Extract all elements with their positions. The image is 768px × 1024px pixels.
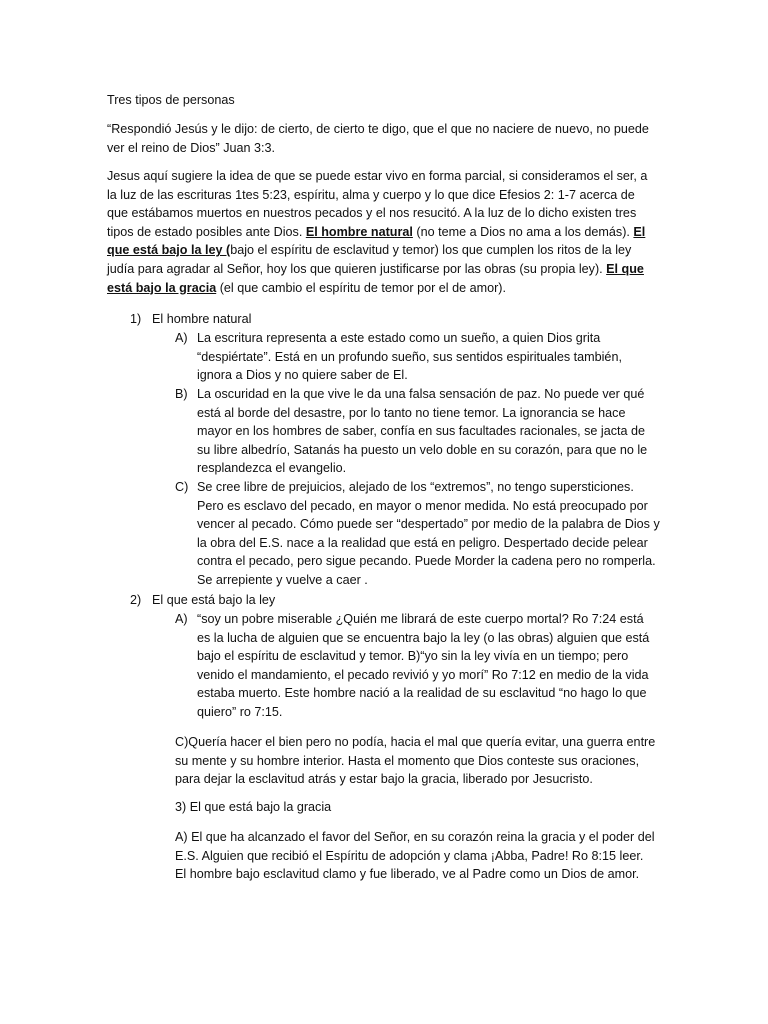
item-text: Se cree libre de prejuicios, alejado de los “extremos”, no tengo supersticiones. Pero es esclavo del pecado, en mayor o menor medida. No está preocupado por vencer al pecado. Cómo puede ser “despertado” por medio de la palabra de Dios y la obra del E.S. nace a la realidad que está en peligro. Despertado decide pelear contra el pecado, pero sigue pecando. Puede Morder la cadena pero no romperla. Se arrepiente y vuelve a caer . xyxy=(197,480,660,587)
section-3-item-a: A) El que ha alcanzado el favor del Señor, en su corazón reina la gracia y el poder del E.S. Alguien que recibió el Espíritu de adopción y clama ¡Abba, Padre! Ro 8:15 leer. xyxy=(175,830,655,863)
section-2-item-a xyxy=(175,610,660,722)
section-1-title: El hombre natural xyxy=(152,312,252,326)
item-label: A) xyxy=(175,612,188,626)
item-label: C) xyxy=(175,480,189,494)
section-1-item-a xyxy=(175,329,660,385)
intro-paragraph xyxy=(107,167,659,297)
section-2-number: 2) xyxy=(130,593,142,607)
item-text: “soy un pobre miserable ¿Quién me librará de este cuerpo mortal? Ro 7:24 está es la lucha de alguien que se encuentra bajo la ley (o las obras) alguien que está bajo el espíritu de esclavitud y temor. B)“yo sin la ley vivía en un tiempo; pero venido el mandamiento, el pecado revivió y yo morí” Ro 7:12 en medio de la vida estaba muerto. Este hombre nació a la realidad de su esclavitud “no hago lo que quiero” ro 7:15. xyxy=(197,612,650,719)
item-label: B) xyxy=(175,387,188,401)
intro-text-3: bajo el espíritu de esclavitud y temor) los que cumplen los ritos de la ley judía para agradar al Señor, hoy los que quieren justificarse por las obras (su propia ley). xyxy=(107,243,632,276)
item-text: La escritura representa a este estado como un sueño, a quien Dios grita “despiértate”. Está en un profundo sueño, sus sentidos espirituales también, ignora a Dios y no quiere saber de El. xyxy=(197,331,622,383)
section-1-heading xyxy=(130,310,650,329)
intro-text-4: (el que cambio el espíritu de temor por el de amor). xyxy=(216,280,506,295)
section-3-closing: El hombre bajo esclavitud clamo y fue liberado, ve al Padre como un Dios de amor. xyxy=(175,867,640,881)
intro-text-2: (no teme a Dios no ama a los demás). xyxy=(412,224,634,239)
document-title: Tres tipos de personas xyxy=(107,93,235,107)
intro-bold-natural: El hombre natural xyxy=(305,224,413,239)
intro-text-1: Jesus aquí sugiere la idea de que se puede estar vivo en forma parcial, si consideramos el ser, a la luz de las escrituras 1tes 5:23, espíritu, alma y cuerpo y lo que dice Efesios 2: 1-7 acerca de que estábamos muertos en nuestros pecados y el nos resucitó. A la luz de lo dicho existen tres tipos de estado posibles ante Dios. xyxy=(107,169,648,239)
section-1-item-c xyxy=(175,478,660,590)
item-label: A) xyxy=(175,331,188,345)
item-text: La oscuridad en la que vive le da una falsa sensación de paz. No puede ver qué está al borde del desastre, por lo tanto no tiene temor. La ignorancia se hace mayor en los hombres de saber, confía en sus facultades racionales, se jacta de su libre albedrío, Satanás ha puesto un velo doble en su corazón, para que no le resplandezca el evangelio. xyxy=(197,387,648,476)
section-1-number: 1) xyxy=(130,312,142,326)
intro-bold-gracia: El que está bajo la gracia xyxy=(107,261,644,295)
intro-bold-ley: El que está bajo la ley ( xyxy=(107,224,646,258)
section-2-item-c: C)Quería hacer el bien pero no podía, hacia el mal que quería evitar, una guerra entre su mente y su hombre interior. Hasta el momento que Dios conteste sus oraciones, para dejar la esclavitud atrás y estar bajo la gracia, liberado por Jesucristo. xyxy=(175,735,656,787)
section-2-title: El que está bajo la ley xyxy=(152,593,276,607)
quote-paragraph: “Respondió Jesús y le dijo: de cierto, de cierto te digo, que el que no naciere de nuevo, no puede ver el reino de Dios” Juan 3:3. xyxy=(107,122,649,155)
section-2-heading xyxy=(130,591,650,610)
section-1-item-b xyxy=(175,385,660,478)
section-3-heading: 3) El que está bajo la gracia xyxy=(175,800,332,814)
